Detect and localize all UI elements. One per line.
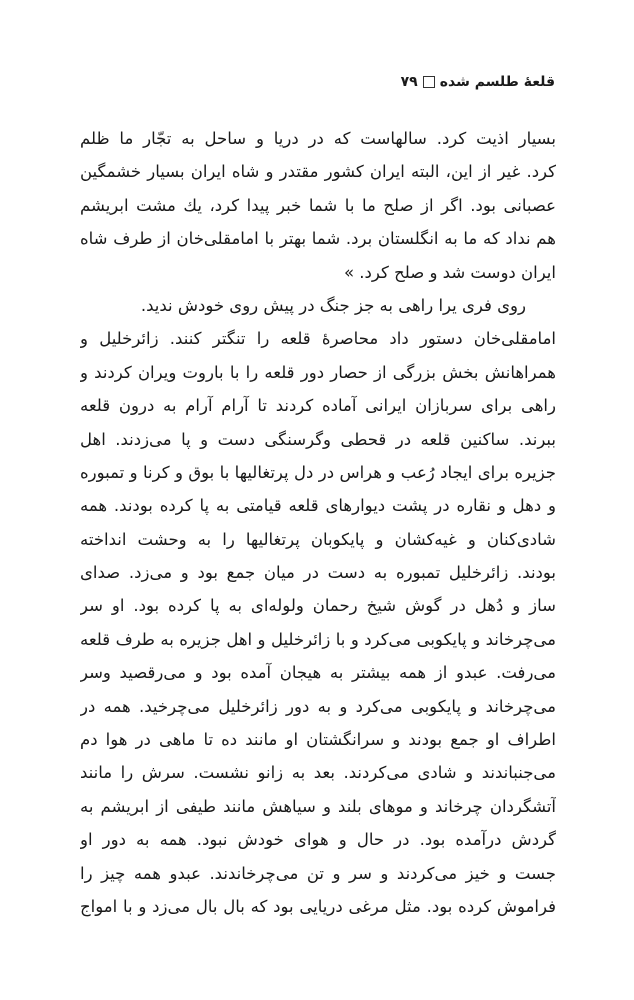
text-line: شادی‌کنان و غیه‌کشان و پایکوبان پرتغالیها را به وحشت انداخته [80,529,556,549]
page-body-text [80,122,556,923]
running-header [401,74,555,90]
text-line: اطراف او جمع بودند و سرانگشتان او مانند ده تا ماهی در هوا دم [80,730,556,750]
text-line: آتشگردان چرخاند و موهای بلند و سیاهش مانند طیفی از ابریشم به [80,796,556,816]
text-line: ساز و دُهل در گوش شیخ رحمان ولوله‌ای به پا کرده بود. او سر [80,596,556,616]
text-line: می‌رفت. عبدو از همه بیشتر به هیجان آمده بود و می‌رقصید وسر [80,663,556,683]
text-line: و دهل و نقاره در پشت دیوارهای قلعه قیامتی به پا کرده بودند. همه [80,496,556,516]
text-line: می‌چرخاند و پایکوبی می‌کرد و با زائرخلیل و اهل جزیره به طرف قلعه [80,629,556,649]
text-line: راهی برای سربازان ایرانی آماده کردند تا آرام آرام به درون قلعه [80,396,556,416]
text-line: کرد. غیر از این، البته ایران کشور مقتدر و شاه ایران بسیار خشمگین [80,162,556,182]
text-line: ببرند. ساکنین قلعه در قحطی وگرسنگی دست و پا می‌زدند. اهل [80,429,556,449]
text-line: گردش درآمده بود. در حال و هوای خودش نبود. همه به دور او [80,830,556,850]
text-line: ایران دوست شد و صلح کرد. » [343,262,556,282]
text-line: بسیار اذیت کرد. سالهاست که در دریا و ساحل به تجّار ما ظلم [80,129,556,148]
text-line: می‌چرخاند و پایکوبی می‌کرد و به دور زائرخلیل می‌چرخید. همه در [80,696,556,716]
page-number: ۷۹ [400,74,418,90]
text-line: روی فری یرا راهی به جز جنگ در پیش روی خودش ندید. [140,295,526,315]
text-line: هم نداد که ما به انگلستان برد. شما بهتر با امامقلی‌خان از طرف شاه [80,229,556,249]
text-line: می‌جنباندند و شادی می‌کردند. بعد به زانو نشست. سرش را مانند [80,763,556,783]
text-line: فراموش کرده بود. مثل مرغی دریایی بود که بال بال می‌زد و با امواج [80,896,556,916]
separator-box-icon [423,76,435,88]
text-line: همراهانش بخش بزرگی از حصار دور قلعه را با باروت ویران کردند و [80,362,556,382]
text-line: بودند. زائرخلیل تمبوره به دست در میان جمع بود و می‌زد. صدای [80,563,556,583]
text-line: عصبانی بود. اگر از صلح ما با شما خبر پیدا کرد، یك مشت ابریشم [80,195,556,215]
text-line: امامقلی‌خان دستور داد محاصرهٔ قلعه را تنگتر کنند. زائرخلیل و [80,329,556,349]
text-line: جست و خیز می‌کردند و سر و تن می‌چرخاندند. عبدو همه چیز را [80,863,556,883]
text-line: جزیره برای ایجاد رُعب و هراس در دل پرتغالیها با بوق و کرنا و تمبوره [80,462,556,482]
book-title: قلعهٔ طلسم شده [439,74,555,90]
